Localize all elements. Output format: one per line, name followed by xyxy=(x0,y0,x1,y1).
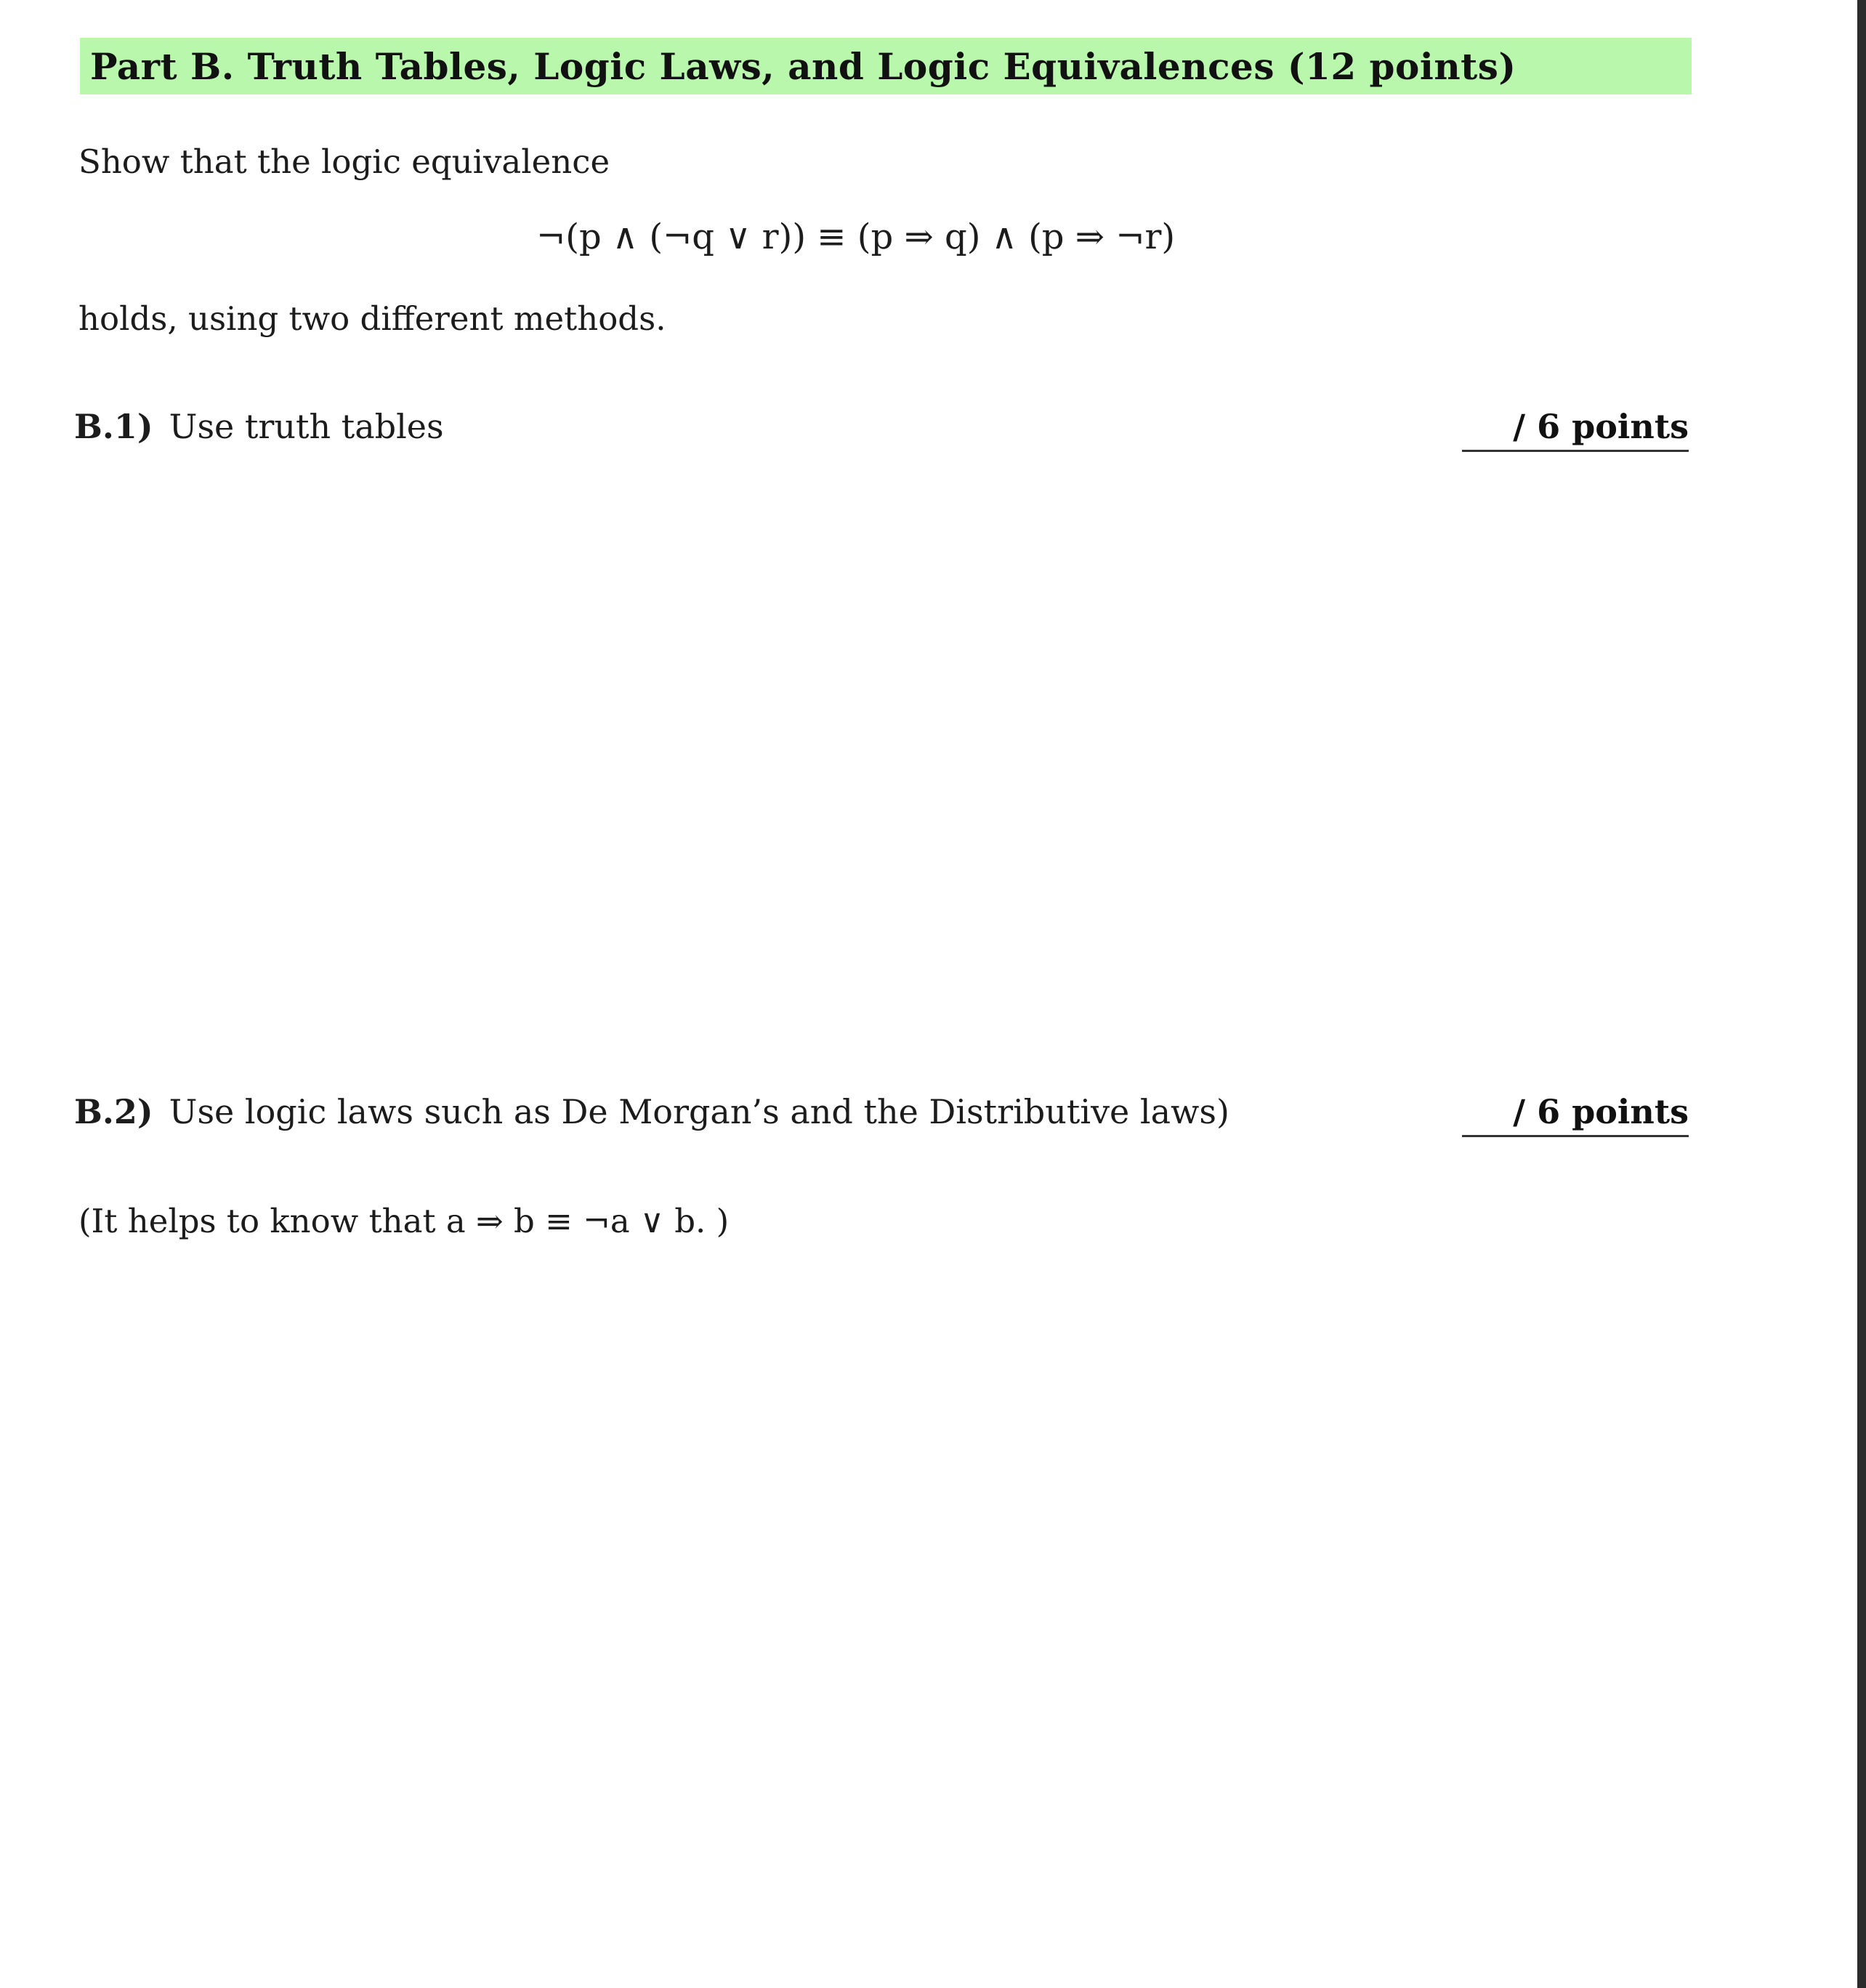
methods-text: holds, using two different methods. xyxy=(78,299,666,338)
question-b2 xyxy=(74,1092,1229,1131)
part-title: Part B. Truth Tables, Logic Laws, and Logic Equivalences (12 points) xyxy=(90,44,1516,88)
question-b2-text: Use logic laws such as De Morgan’s and the Distributive laws) xyxy=(169,1092,1229,1131)
question-b1 xyxy=(74,407,444,446)
question-b1-number: B.1) xyxy=(74,407,153,446)
page-edge-divider xyxy=(1857,0,1866,1988)
question-b2-points: / 6 points xyxy=(1462,1092,1689,1137)
question-b2-number: B.2) xyxy=(74,1092,153,1131)
question-b2-hint: (It helps to know that a ⇒ b ≡ ¬a ∨ b. ) xyxy=(78,1202,730,1240)
logic-equivalence-equation: ¬(p ∧ (¬q ∨ r)) ≡ (p ⇒ q) ∧ (p ⇒ ¬r) xyxy=(536,217,1176,257)
part-b-banner xyxy=(80,38,1692,94)
intro-text: Show that the logic equivalence xyxy=(78,142,610,181)
question-b1-points: / 6 points xyxy=(1462,407,1689,452)
question-b1-text: Use truth tables xyxy=(169,407,444,446)
